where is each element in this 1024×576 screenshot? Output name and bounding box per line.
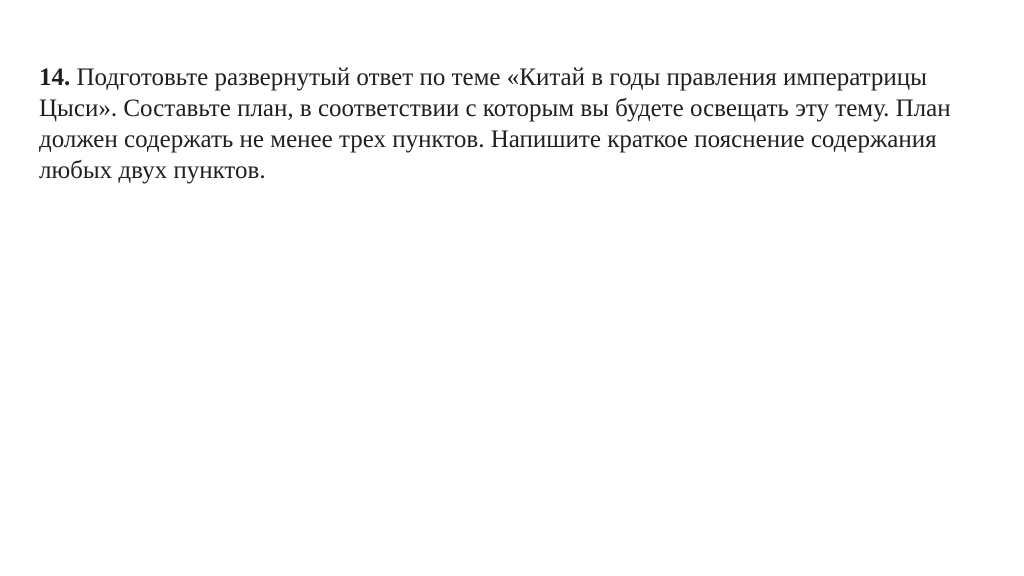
task-number: 14.: [39, 64, 71, 91]
task-paragraph: [39, 62, 984, 186]
task-text: Подготовьте развернутый ответ по теме «Китай в годы правления императрицы Цыси». Составьте план, в соответствии с которым вы будете освещать эту тему. План должен содержать не менее трех пунктов. Напишите краткое пояснение содержания любых двух пунктов.: [39, 64, 951, 184]
